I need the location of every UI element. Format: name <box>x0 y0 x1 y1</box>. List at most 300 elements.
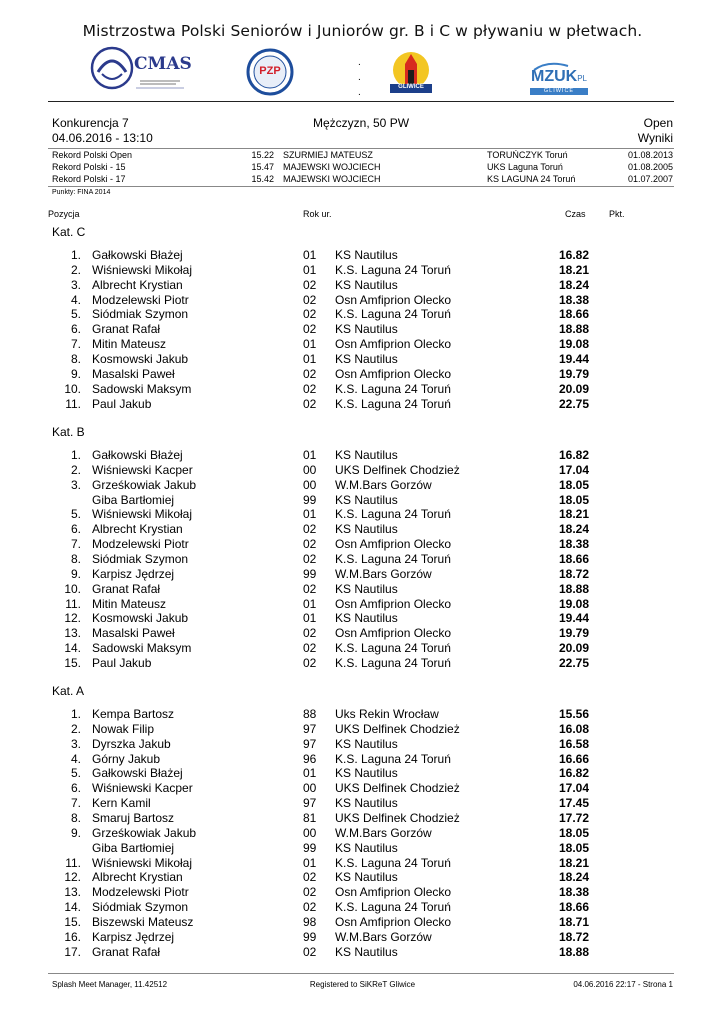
record-time: 15.42 <box>251 174 274 184</box>
result-name: Granat Rafał <box>92 944 161 959</box>
result-name: Smaruj Bartosz <box>92 810 175 825</box>
result-club: Osn Amfiprion Olecko <box>335 537 452 552</box>
result-name: Sadowski Maksym <box>92 381 192 396</box>
records-divider-top <box>48 148 674 149</box>
result-club: UKS Delfinek Chodzież <box>335 721 460 736</box>
result-name: Granat Rafał <box>92 581 161 596</box>
result-time: 16.82 <box>558 766 589 781</box>
result-position: 9. <box>70 566 81 581</box>
result-name: Mitin Mateusz <box>92 337 167 352</box>
result-name: Siódmiak Szymon <box>92 307 189 322</box>
record-label: Rekord Polski Open <box>52 150 133 160</box>
result-year: 96 <box>303 751 317 766</box>
result-time: 16.58 <box>558 736 589 751</box>
result-position: 12. <box>64 611 81 626</box>
result-club: UKS Delfinek Chodzież <box>335 462 460 477</box>
result-position: 9. <box>70 366 81 381</box>
result-row <box>0 885 725 900</box>
result-row <box>0 930 725 945</box>
column-header-points: Pkt. <box>609 209 625 219</box>
result-year: 99 <box>303 492 317 507</box>
record-time: 15.22 <box>251 150 274 160</box>
result-time: 18.38 <box>558 537 589 552</box>
result-club: W.M.Bars Gorzów <box>335 825 432 840</box>
pzp-logo-text: PZP <box>259 65 281 77</box>
result-club: K.S. Laguna 24 Toruń <box>335 900 451 915</box>
result-year: 02 <box>303 626 317 641</box>
result-year: 02 <box>303 292 317 307</box>
result-position: 3. <box>70 736 81 751</box>
result-row <box>0 307 725 322</box>
result-year: 02 <box>303 322 317 337</box>
result-club: KS Nautilus <box>335 492 398 507</box>
result-position: 4. <box>70 292 81 307</box>
result-time: 17.04 <box>558 781 589 796</box>
result-year: 02 <box>303 655 317 670</box>
result-position: 13. <box>64 885 81 900</box>
result-club: KS Nautilus <box>335 870 398 885</box>
result-club: KS Nautilus <box>335 522 398 537</box>
result-club: K.S. Laguna 24 Toruń <box>335 307 451 322</box>
result-time: 19.44 <box>558 611 589 626</box>
result-position: 1. <box>70 707 81 721</box>
result-time: 18.21 <box>558 507 589 522</box>
result-position: 15. <box>64 655 81 670</box>
result-club: KS Nautilus <box>335 944 398 959</box>
result-year: 01 <box>303 248 317 262</box>
result-name: Karpisz Jędrzej <box>92 566 175 581</box>
result-name: Siódmiak Szymon <box>92 551 189 566</box>
result-row <box>0 841 725 856</box>
result-club: KS Nautilus <box>335 840 398 855</box>
result-year: 00 <box>303 781 317 796</box>
result-time: 18.66 <box>558 551 589 566</box>
result-name: Siódmiak Szymon <box>92 900 189 915</box>
result-time: 18.88 <box>558 581 589 596</box>
result-year: 98 <box>303 914 317 929</box>
result-time: 16.82 <box>558 248 589 262</box>
result-time: 19.08 <box>558 337 589 352</box>
result-club: KS Nautilus <box>335 796 398 811</box>
result-name: Granat Rafał <box>92 322 161 337</box>
result-name: Biszewski Mateusz <box>92 914 194 929</box>
footer-software: Splash Meet Manager, 11.42512 <box>52 980 168 989</box>
category-heading: Kat. A <box>52 684 85 698</box>
result-year: 02 <box>303 366 317 381</box>
result-row <box>0 766 725 781</box>
result-year: 01 <box>303 507 317 522</box>
result-name: Grześkowiak Jakub <box>92 825 197 840</box>
result-position: 7. <box>70 337 81 352</box>
record-name: SZURMIEJ MATEUSZ <box>283 150 373 160</box>
result-row <box>0 397 725 412</box>
result-position: 5. <box>70 766 81 781</box>
result-time: 18.21 <box>558 262 589 277</box>
gliwice-logo-text: GLIWICE <box>398 84 424 90</box>
header-divider <box>48 101 674 102</box>
result-name: Górny Jakub <box>92 751 161 766</box>
result-year: 01 <box>303 448 317 462</box>
result-time: 18.21 <box>558 855 589 870</box>
result-row <box>0 352 725 367</box>
result-club: KS Nautilus <box>335 351 398 366</box>
result-time: 18.38 <box>558 885 589 900</box>
result-club: K.S. Laguna 24 Toruń <box>335 507 451 522</box>
result-row <box>0 537 725 552</box>
result-row <box>0 293 725 308</box>
result-year: 01 <box>303 351 317 366</box>
result-club: UKS Delfinek Chodzież <box>335 810 460 825</box>
result-name: Paul Jakub <box>92 396 152 411</box>
result-row <box>0 626 725 641</box>
result-row <box>0 493 725 508</box>
result-row <box>0 811 725 826</box>
result-club: Osn Amfiprion Olecko <box>335 885 452 900</box>
category-heading: Kat. B <box>52 425 85 439</box>
result-position: 7. <box>70 537 81 552</box>
result-year: 97 <box>303 736 317 751</box>
result-name: Kosmowski Jakub <box>92 351 189 366</box>
category-heading: Kat. C <box>52 225 86 239</box>
result-position: 1. <box>70 248 81 262</box>
result-time: 17.04 <box>558 462 589 477</box>
result-position: 11. <box>65 855 81 870</box>
pzp-logo <box>246 48 294 96</box>
result-club: Uks Rekin Wrocław <box>335 707 439 721</box>
result-club: W.M.Bars Gorzów <box>335 566 432 581</box>
result-row <box>0 248 725 263</box>
mzuk-logo-text: MZUK <box>531 68 578 85</box>
result-row <box>0 641 725 656</box>
result-year: 02 <box>303 581 317 596</box>
result-club: KS Nautilus <box>335 448 398 462</box>
result-name: Albrecht Krystian <box>92 522 183 537</box>
result-row <box>0 478 725 493</box>
result-row <box>0 597 725 612</box>
result-row <box>0 781 725 796</box>
result-name: Nowak Filip <box>92 721 155 736</box>
record-time: 15.47 <box>251 162 274 172</box>
result-time: 19.44 <box>558 351 589 366</box>
result-row <box>0 611 725 626</box>
result-club: K.S. Laguna 24 Toruń <box>335 551 451 566</box>
result-row <box>0 567 725 582</box>
result-name: Gałkowski Błażej <box>92 448 183 462</box>
result-row <box>0 322 725 337</box>
record-name: MAJEWSKI WOJCIECH <box>283 162 381 172</box>
result-row <box>0 278 725 293</box>
result-position: 15. <box>64 914 81 929</box>
cmas-logo-text: CMAS <box>134 54 192 74</box>
result-position: 10. <box>64 581 81 596</box>
result-year: 02 <box>303 277 317 292</box>
result-position: 7. <box>70 796 81 811</box>
result-position: 3. <box>70 277 81 292</box>
result-year: 02 <box>303 396 317 411</box>
result-name: Kosmowski Jakub <box>92 611 189 626</box>
result-name: Gałkowski Błażej <box>92 248 183 262</box>
result-position: 5. <box>70 507 81 522</box>
result-year: 81 <box>303 810 317 825</box>
result-row <box>0 382 725 397</box>
result-row <box>0 367 725 382</box>
result-time: 18.66 <box>558 900 589 915</box>
result-position: 4. <box>70 751 81 766</box>
event-datetime: 04.06.2016 - 13:10 <box>52 131 153 145</box>
result-name: Wiśniewski Mikołaj <box>92 855 193 870</box>
result-position: 10. <box>64 381 81 396</box>
page-title: Mistrzostwa Polski Seniorów i Juniorów gr. B i C w pływaniu w płetwach. <box>82 22 643 40</box>
result-position: 6. <box>70 781 81 796</box>
result-name: Wiśniewski Kacper <box>92 781 193 796</box>
result-club: KS Nautilus <box>335 581 398 596</box>
result-year: 02 <box>303 870 317 885</box>
result-row <box>0 870 725 885</box>
points-note: Punkty: FINA 2014 <box>52 189 111 196</box>
result-club: Osn Amfiprion Olecko <box>335 292 452 307</box>
event-type: Open <box>643 116 673 130</box>
result-position: 17. <box>64 944 81 959</box>
result-time: 18.72 <box>558 929 589 944</box>
result-time: 20.09 <box>558 381 589 396</box>
result-time: 18.05 <box>558 492 589 507</box>
records-divider-bottom <box>48 186 674 187</box>
result-time: 18.88 <box>558 322 589 337</box>
result-row <box>0 856 725 871</box>
separator-dots: . . . <box>358 57 361 98</box>
result-club: KS Nautilus <box>335 277 398 292</box>
result-name: Sadowski Maksym <box>92 641 192 656</box>
result-year: 02 <box>303 885 317 900</box>
result-name: Kempa Bartosz <box>92 707 175 721</box>
result-position: 13. <box>64 626 81 641</box>
result-year: 01 <box>303 596 317 611</box>
result-position: 14. <box>64 641 81 656</box>
record-club: UKS Laguna Toruń <box>487 162 563 172</box>
result-row <box>0 337 725 352</box>
result-name: Masalski Paweł <box>92 626 175 641</box>
result-name: Modzelewski Piotr <box>92 885 189 900</box>
result-position: 9. <box>70 825 81 840</box>
result-year: 02 <box>303 944 317 959</box>
event-category: Mężczyzn, 50 PW <box>313 116 410 130</box>
result-club: K.S. Laguna 24 Toruń <box>335 396 451 411</box>
result-row <box>0 552 725 567</box>
result-year: 02 <box>303 641 317 656</box>
result-name: Modzelewski Piotr <box>92 292 189 307</box>
result-club: W.M.Bars Gorzów <box>335 929 432 944</box>
result-year: 99 <box>303 840 317 855</box>
result-year: 97 <box>303 721 317 736</box>
result-year: 99 <box>303 566 317 581</box>
result-club: K.S. Laguna 24 Toruń <box>335 751 451 766</box>
result-time: 18.05 <box>558 825 589 840</box>
result-time: 18.24 <box>558 277 589 292</box>
result-position: 5. <box>70 307 81 322</box>
record-date: 01.07.2007 <box>627 174 673 184</box>
result-club: W.M.Bars Gorzów <box>335 477 432 492</box>
result-row <box>0 582 725 597</box>
mzuk-logo <box>528 60 590 96</box>
result-time: 19.08 <box>558 596 589 611</box>
result-row <box>0 826 725 841</box>
result-year: 02 <box>303 900 317 915</box>
result-year: 01 <box>303 337 317 352</box>
result-name: Modzelewski Piotr <box>92 537 189 552</box>
result-name: Karpisz Jędrzej <box>92 929 175 944</box>
result-club: Osn Amfiprion Olecko <box>335 337 452 352</box>
result-row <box>0 656 725 671</box>
result-time: 16.66 <box>558 751 589 766</box>
result-position: 2. <box>70 462 81 477</box>
result-name: Albrecht Krystian <box>92 277 183 292</box>
result-name: Wiśniewski Mikołaj <box>92 507 193 522</box>
result-row <box>0 900 725 915</box>
result-club: KS Nautilus <box>335 766 398 781</box>
result-row <box>0 945 725 960</box>
result-time: 16.82 <box>558 448 589 462</box>
result-club: KS Nautilus <box>335 611 398 626</box>
result-club: K.S. Laguna 24 Toruń <box>335 641 451 656</box>
record-name: MAJEWSKI WOJCIECH <box>283 174 381 184</box>
result-position: 11. <box>65 596 81 611</box>
result-year: 01 <box>303 855 317 870</box>
result-name: Kern Kamil <box>92 796 151 811</box>
result-position: 3. <box>70 477 81 492</box>
result-name: Giba Bartłomiej <box>92 492 175 507</box>
result-row <box>0 448 725 463</box>
result-row <box>0 796 725 811</box>
result-year: 88 <box>303 707 317 721</box>
result-time: 22.75 <box>558 396 589 411</box>
result-time: 18.05 <box>558 840 589 855</box>
result-time: 19.79 <box>558 626 589 641</box>
result-row <box>0 463 725 478</box>
cmas-logo <box>88 44 192 92</box>
result-time: 18.24 <box>558 522 589 537</box>
result-row <box>0 915 725 930</box>
result-club: UKS Delfinek Chodzież <box>335 781 460 796</box>
result-club: Osn Amfiprion Olecko <box>335 366 452 381</box>
column-header-time: Czas <box>565 209 586 219</box>
result-club: K.S. Laguna 24 Toruń <box>335 381 451 396</box>
record-club: TORUŃCZYK Toruń <box>487 150 568 160</box>
result-club: Osn Amfiprion Olecko <box>335 626 452 641</box>
result-year: 97 <box>303 796 317 811</box>
result-year: 02 <box>303 307 317 322</box>
result-year: 01 <box>303 262 317 277</box>
result-position: 6. <box>70 322 81 337</box>
result-year: 02 <box>303 551 317 566</box>
result-name: Wiśniewski Kacper <box>92 462 193 477</box>
result-time: 18.72 <box>558 566 589 581</box>
mzuk-logo-subtext: GLIWICE <box>543 88 575 94</box>
result-club: K.S. Laguna 24 Toruń <box>335 855 451 870</box>
result-time: 15.56 <box>558 707 589 721</box>
result-year: 00 <box>303 462 317 477</box>
result-club: K.S. Laguna 24 Toruń <box>335 655 451 670</box>
result-name: Masalski Paweł <box>92 366 175 381</box>
result-row <box>0 522 725 537</box>
result-position: 11. <box>65 396 81 411</box>
result-name: Gałkowski Błażej <box>92 766 183 781</box>
result-year: 99 <box>303 929 317 944</box>
result-time: 17.45 <box>558 796 589 811</box>
result-name: Paul Jakub <box>92 655 152 670</box>
result-time: 20.09 <box>558 641 589 656</box>
result-position: 8. <box>70 351 81 366</box>
record-date: 01.08.2005 <box>627 162 673 172</box>
result-name: Wiśniewski Mikołaj <box>92 262 193 277</box>
result-year: 02 <box>303 522 317 537</box>
result-club: Osn Amfiprion Olecko <box>335 914 452 929</box>
result-row <box>0 722 725 737</box>
event-status: Wyniki <box>637 131 673 145</box>
result-row <box>0 707 725 722</box>
result-club: KS Nautilus <box>335 248 398 262</box>
result-name: Dyrszka Jakub <box>92 736 171 751</box>
result-time: 18.66 <box>558 307 589 322</box>
record-label: Rekord Polski - 17 <box>52 174 126 184</box>
result-time: 17.72 <box>558 810 589 825</box>
result-time: 18.88 <box>558 944 589 959</box>
event-name: Konkurencja 7 <box>52 116 129 130</box>
result-club: KS Nautilus <box>335 736 398 751</box>
result-club: Osn Amfiprion Olecko <box>335 596 452 611</box>
result-time: 19.79 <box>558 366 589 381</box>
result-row <box>0 737 725 752</box>
result-club: KS Nautilus <box>335 322 398 337</box>
result-year: 02 <box>303 381 317 396</box>
result-position: 2. <box>70 721 81 736</box>
gliwice-logo <box>386 48 436 94</box>
result-position: 14. <box>64 900 81 915</box>
record-label: Rekord Polski - 15 <box>52 162 126 172</box>
result-position: 6. <box>70 522 81 537</box>
result-year: 00 <box>303 825 317 840</box>
result-time: 16.08 <box>558 721 589 736</box>
result-time: 18.71 <box>558 914 589 929</box>
result-name: Grześkowiak Jakub <box>92 477 197 492</box>
result-name: Giba Bartłomiej <box>92 840 175 855</box>
result-position: 2. <box>70 262 81 277</box>
result-year: 01 <box>303 611 317 626</box>
result-time: 18.05 <box>558 477 589 492</box>
result-year: 01 <box>303 766 317 781</box>
record-date: 01.08.2013 <box>627 150 673 160</box>
result-position: 16. <box>64 929 81 944</box>
result-year: 00 <box>303 477 317 492</box>
result-position: 8. <box>70 810 81 825</box>
result-club: K.S. Laguna 24 Toruń <box>335 262 451 277</box>
result-row <box>0 263 725 278</box>
record-club: KS LAGUNA 24 Toruń <box>487 174 576 184</box>
result-position: 12. <box>64 870 81 885</box>
footer-registered: Registered to SiKReT Gliwice <box>309 980 416 989</box>
result-year: 02 <box>303 537 317 552</box>
result-position: 8. <box>70 551 81 566</box>
result-name: Albrecht Krystian <box>92 870 183 885</box>
result-position: 1. <box>70 448 81 462</box>
result-time: 22.75 <box>558 655 589 670</box>
footer-divider <box>48 973 674 974</box>
result-name: Mitin Mateusz <box>92 596 167 611</box>
result-time: 18.24 <box>558 870 589 885</box>
result-row <box>0 507 725 522</box>
result-time: 18.38 <box>558 292 589 307</box>
column-header-position: Pozycja <box>48 209 80 219</box>
column-header-year: Rok ur. <box>303 209 332 219</box>
